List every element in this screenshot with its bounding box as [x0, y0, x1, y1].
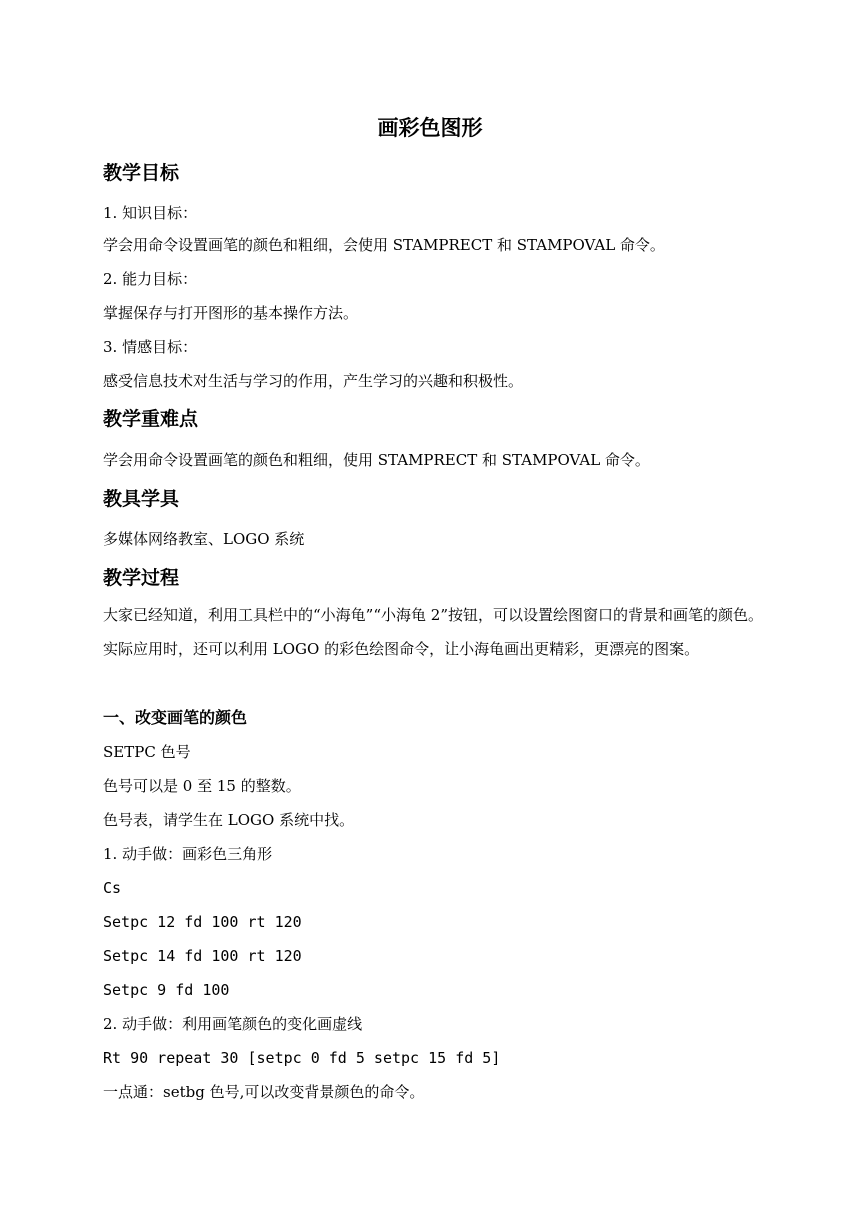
process-line: 色号表，请学生在 LOGO 系统中找。 — [103, 811, 355, 829]
objective-2-text: 掌握保存与打开图形的基本操作方法。 — [103, 304, 359, 322]
objective-1-label: 1. 知识目标： — [103, 204, 198, 222]
tools-text: 多媒体网络教室、LOGO 系统 — [103, 530, 305, 548]
heading-tools: 教具学具 — [103, 488, 180, 510]
tip-line: 一点通：setbg 色号,可以改变背景颜色的命令。 — [103, 1083, 425, 1101]
heading-objectives: 教学目标 — [103, 162, 180, 184]
heading-key-points: 教学重难点 — [103, 408, 199, 430]
code-line: Setpc 9 fd 100 — [103, 981, 230, 999]
heading-process: 教学过程 — [103, 567, 180, 589]
process-line: 1. 动手做：画彩色三角形 — [103, 845, 273, 863]
process-line: 色号可以是 0 至 15 的整数。 — [103, 777, 301, 795]
objective-3-label: 3. 情感目标： — [103, 338, 198, 356]
process-intro: 大家已经知道，利用工具栏中的“小海龟”“小海龟 2”按钮，可以设置绘图窗口的背景和画笔的颜色。实际应用时，还可以利用 LOGO 的彩色绘图命令，让小海龟画出更精彩，更漂亮的图案。 — [103, 606, 763, 658]
key-points-text: 学会用命令设置画笔的颜色和粗细，使用 STAMPRECT 和 STAMPOVAL 命令。 — [103, 451, 650, 469]
objective-2-label: 2. 能力目标： — [103, 270, 198, 288]
objective-1-text: 学会用命令设置画笔的颜色和粗细，会使用 STAMPRECT 和 STAMPOVAL 命令。 — [103, 236, 665, 254]
objective-3-text: 感受信息技术对生活与学习的作用，产生学习的兴趣和积极性。 — [103, 372, 524, 390]
process-line: 2. 动手做：利用画笔颜色的变化画虚线 — [103, 1015, 363, 1033]
code-line: Setpc 12 fd 100 rt 120 — [103, 913, 302, 931]
page-title: 画彩色图形 — [377, 116, 483, 140]
code-line: Rt 90 repeat 30 [setpc 0 fd 5 setpc 15 fd 5] — [103, 1049, 501, 1067]
code-line: Cs — [103, 879, 122, 897]
subheading-pen-color: 一、改变画笔的颜色 — [103, 708, 248, 727]
code-line: Setpc 14 fd 100 rt 120 — [103, 947, 302, 965]
process-line: SETPC 色号 — [103, 743, 191, 761]
